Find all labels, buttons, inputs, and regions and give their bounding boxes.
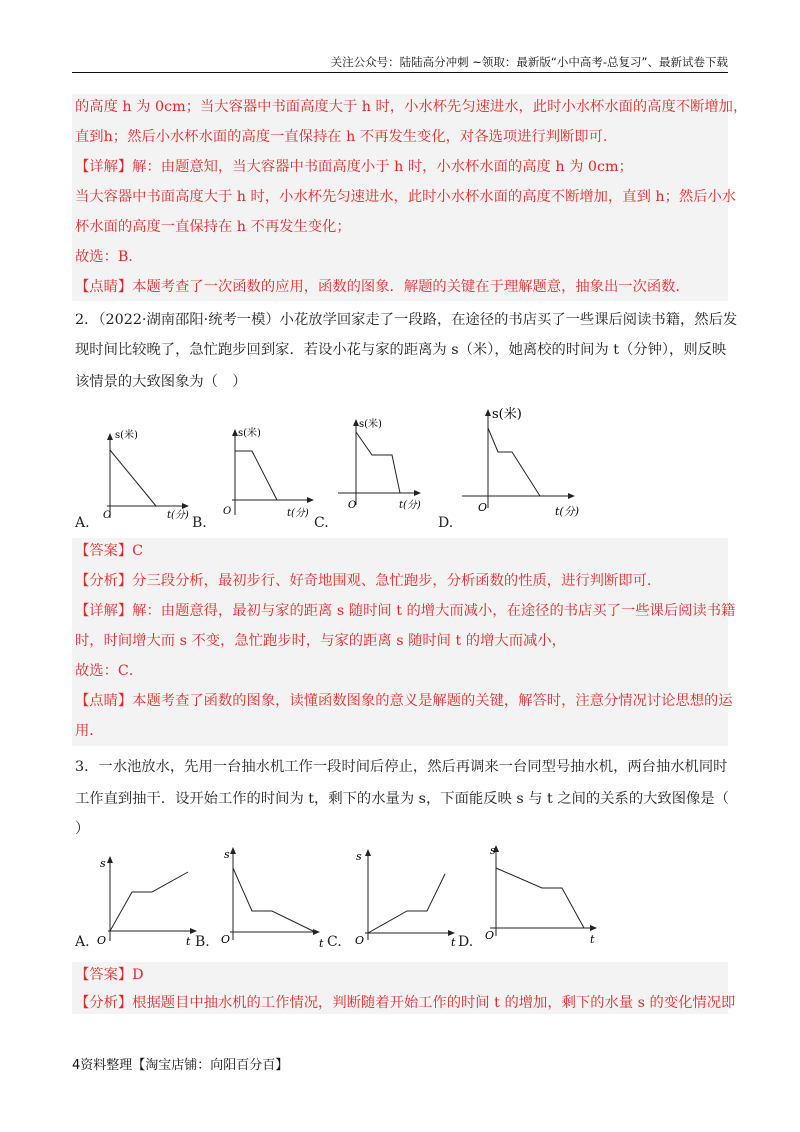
q2-option-c: C. (314, 515, 329, 531)
q2-c-origin: O (348, 500, 357, 511)
q2-a-y-label: s(米) (115, 430, 138, 441)
q3-text-line-1: 3．一水池放水，先用一台抽水机工作一段时间后停止，然后再调来一台同型号抽水机，两台抽水机同时 (75, 759, 728, 775)
q3-a-x-label: t (186, 935, 191, 948)
q2-option-d: D. (438, 515, 454, 531)
q3-answer: 【答案】D (75, 967, 144, 983)
q2-c-x-label: t(分) (399, 500, 421, 511)
prev-solution-line-1: 的高度 h 为 0cm；当大容器中书面高度大于 h 时，小水杯先匀速进水，此时小水杯水面的高度不断增加， (75, 99, 748, 115)
prev-comment: 【点睛】本题考查了一次函数的应用，函数的图象．解题的关键在于理解题意，抽象出一次函数． (75, 279, 690, 295)
q3-option-a: A. (75, 934, 90, 950)
q3-graph-a (90, 845, 200, 950)
q3-d-origin: O (485, 929, 495, 942)
q2-detail-line-2: 时，时间增大而 s 不变，急忙跑步时，与家的距离 s 随时间 t 的增大而减小， (75, 633, 566, 649)
footer-text: 资料整理【淘宝店铺：向阳百分百】 (80, 1058, 289, 1073)
q2-a-x-label: t(分) (167, 510, 189, 521)
q3-analysis: 【分析】根据题目中抽水机的工作情况，判断随着开始工作的时间 t 的增加，剩下的水量 s 的变化情况即 (75, 995, 736, 1011)
q3-graph-b (215, 840, 330, 950)
q2-option-a: A. (75, 515, 90, 531)
q3-c-y-label: s (356, 850, 362, 863)
q3-text-line-2: 工作直到抽干．设开始工作的时间为 t，剩下的水量为 s，下面能反映 s 与 t 之间的关系的大致图像是（ (75, 791, 729, 807)
q2-c-y-label: s(米) (359, 419, 382, 430)
q2-comment-line-1: 【点睛】本题考查了函数的图象，读懂函数图象的意义是解题的关键，解答时，注意分情况讨论思想的运 (75, 693, 733, 709)
q3-d-y-label: s (490, 844, 496, 857)
q2-text-line-3: 该情景的大致图象为（ ） (75, 374, 247, 390)
q3-a-origin: O (97, 934, 107, 947)
q3-d-x-label: t (590, 933, 595, 946)
q3-b-origin: O (221, 933, 231, 946)
q3-b-x-label: t (319, 937, 324, 950)
q2-analysis: 【分析】分三段分析，最初步行、好奇地围观、急忙跑步，分析函数的性质，进行判断即可. (75, 573, 652, 589)
prev-detail-line-2: 当大容器中书面高度大于 h 时，小水杯先匀速进水，此时小水杯水面的高度不断增加，直到 h；然后小水 (75, 189, 737, 205)
page-footer (72, 1054, 288, 1073)
q2-graph-d (455, 400, 590, 525)
q3-graph-c (345, 840, 460, 950)
q2-graph-b (215, 420, 325, 530)
q2-comment-line-2: 用． (75, 723, 104, 739)
q2-d-y-label: s(米) (492, 407, 522, 422)
q2-choice: 故选：C． (75, 663, 144, 679)
q2-text-line-2: 现时间比较晚了，急忙跑步回到家．若设小花与家的距离为 s（米），她离校的时间为 t（分钟），则反映 (75, 342, 727, 358)
q2-b-x-label: t(分) (287, 508, 309, 519)
q3-a-y-label: s (100, 857, 106, 870)
q3-c-origin: O (355, 934, 365, 947)
prev-choice: 故选：B． (75, 249, 143, 265)
q3-graph-d (470, 836, 600, 946)
page-header: 关注公众号：陆陆高分冲刺 ~领取：最新版“小中高考-总复习”、最新试卷下载 (330, 55, 728, 69)
prev-solution-line-2: 直到h；然后小水杯水面的高度一直保持在 h 不再发生变化，对各选项进行判断即可. (75, 129, 608, 145)
q3-c-x-label: t (451, 936, 456, 949)
q3-option-b: B. (195, 934, 210, 950)
q2-text-line-1: 2．（2022·湖南邵阳·统考一模）小花放学回家走了一段路，在途径的书店买了一些课后阅读书籍，然后发 (75, 312, 738, 328)
q2-d-origin: O (478, 501, 488, 514)
prev-detail-line-3: 杯水面的高度一直保持在 h 不再发生变化； (75, 219, 351, 235)
q2-graph-c (330, 410, 440, 520)
q2-answer: 【答案】C (75, 543, 144, 559)
q3-option-d: D. (458, 934, 474, 950)
q2-d-x-label: t(分) (555, 505, 580, 518)
q2-option-b: B. (192, 515, 207, 531)
header-rule (72, 72, 728, 73)
page-number: 4 (72, 1058, 81, 1073)
q2-b-origin: O (223, 506, 232, 517)
q3-option-c: C. (327, 934, 342, 950)
q3-text-line-3: ） (75, 821, 90, 837)
prev-detail-line-1: 【详解】解：由题意知，当大容器中书面高度小于 h 时，小水杯水面的高度 h 为 0cm； (75, 159, 633, 175)
q2-graph-a (90, 420, 200, 530)
q2-detail-line-1: 【详解】解：由题意得，最初与家的距离 s 随时间 t 的增大而减小，在途径的书店买了一些课后阅读书籍 (75, 603, 736, 619)
q3-b-y-label: s (224, 848, 230, 861)
q2-b-y-label: s(米) (238, 428, 261, 439)
q2-a-origin: O (103, 510, 112, 521)
